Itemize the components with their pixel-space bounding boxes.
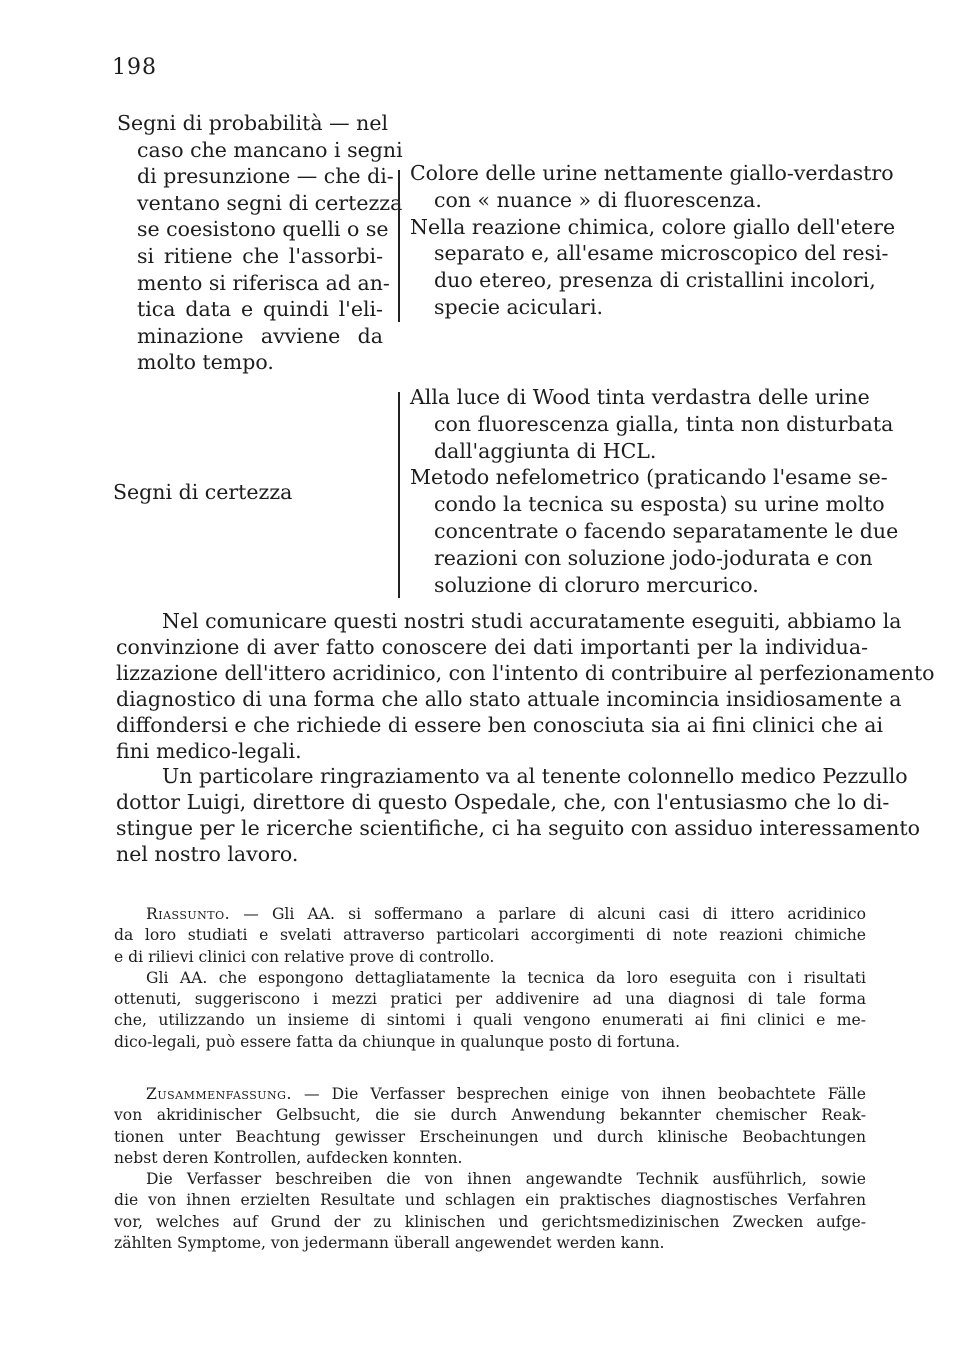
zusammenfassung-section	[114, 1084, 866, 1254]
text-line: duo etereo, presenza di cristallini incolori,	[434, 268, 876, 293]
paragraph-nephelometric-method	[410, 464, 899, 598]
text-line: stingue per le ricerche scientifiche, ci ha seguito con assiduo interessamento	[116, 816, 920, 841]
text-line: Un particolare ringraziamento va al tenente colonnello medico Pezzullo	[162, 764, 908, 789]
text-line: caso che mancano i segni	[137, 137, 403, 162]
text-line: reazioni con soluzione jodo-jodurata e con	[434, 545, 873, 570]
text-line: Die Verfasser beschreiben die von ihnen angewandte Technik ausführlich, sowie	[146, 1170, 866, 1189]
page-number: 198	[112, 55, 157, 80]
text-line: Colore delle urine nettamente giallo-verdastro	[410, 161, 894, 185]
text-line: diffondersi e che richiede di essere ben conosciuta sia ai fini clinici che ai	[116, 712, 884, 737]
text-line: nel nostro lavoro.	[116, 842, 299, 867]
zusammenfassung-label: Zusammenfassung.	[146, 1085, 292, 1103]
riassunto-label: Riassunto.	[146, 905, 231, 923]
text-line: e di rilievi clinici con relative prove di controllo.	[114, 947, 495, 966]
text-line: mento si riferisca ad an-	[137, 270, 390, 295]
text-line: fini medico-legali.	[116, 738, 302, 763]
text-line: dico-legali, può essere fatta da chiunque in qualunque posto di fortuna.	[114, 1032, 681, 1051]
text-line: con « nuance » di fluorescenza.	[434, 187, 762, 212]
text-line: dottor Luigi, direttore di questo Ospedale, che, con l'entusiasmo che lo di-	[116, 790, 890, 815]
text-line: Segni di probabilità — nel	[117, 111, 389, 135]
certainty-signs-detail	[410, 384, 899, 598]
text-line: von akridinischer Gelbsucht, die sie durch Anwendung bekannter chemischer Reak-	[114, 1106, 866, 1125]
text-line: condo la tecnica su esposta) su urine molto	[434, 492, 885, 517]
text-line: ventano segni di certezza	[137, 190, 403, 215]
text-line: Nel comunicare questi nostri studi accuratamente eseguiti, abbiamo la	[162, 609, 902, 633]
text-line: molto tempo.	[137, 350, 274, 375]
text-line: Gli AA. che espongono dettagliatamente la tecnica da loro eseguita con i risultati	[146, 968, 866, 987]
text-line	[114, 1084, 866, 1105]
probability-signs-detail	[410, 160, 896, 321]
text-line: minazione avviene da	[137, 323, 383, 348]
certainty-signs-label: Segni di certezza	[113, 480, 293, 504]
text-line: lizzazione dell'ittero acridinico, con l'intento di contribuire al perfezionamento	[116, 660, 935, 685]
text-line: nebst deren Kontrollen, aufdecken konnten.	[114, 1148, 463, 1167]
paragraph-conclusion	[116, 609, 935, 764]
text-line: di presunzione — che di-	[137, 164, 394, 189]
text-line: con fluorescenza gialla, tinta non disturbata	[434, 411, 894, 436]
text-line: separato e, all'esame microscopico del resi-	[434, 241, 889, 266]
text-line: die von ihnen erzielten Resultate und schlagen ein praktisches diagnostisches Verfahren	[114, 1191, 866, 1210]
riassunto-text: — Gli AA. si soffermano a parlare di alcuni casi di ittero acridinico	[230, 905, 866, 923]
text-line: si ritiene che l'assorbi-	[137, 243, 383, 268]
text-line: Nella reazione chimica, colore giallo dell'etere	[410, 214, 896, 239]
text-line: zählten Symptome, von jedermann überall angewendet werden kann.	[114, 1234, 665, 1253]
zusammenfassung-text: — Die Verfasser besprechen einige von ihnen beobachtete Fälle	[291, 1085, 866, 1103]
text-line: che, utilizzando un insieme di sintomi i quali vengono enumerati ai fini clinici e me-	[114, 1011, 866, 1030]
text-line	[114, 904, 866, 925]
text-line: se coesistono quelli o se	[137, 217, 389, 242]
text-line: tica data e quindi l'eli-	[137, 297, 383, 322]
text-line: diagnostico di una forma che allo stato attuale incomincia insidiosamente a	[116, 686, 902, 711]
conclusion-text	[116, 609, 935, 868]
riassunto-section	[114, 904, 866, 1053]
paragraph-urine-color	[410, 160, 894, 214]
text-line: soluzione di cloruro mercurico.	[434, 572, 759, 597]
text-line: specie aciculari.	[434, 294, 604, 319]
text-line: ottenuti, suggeriscono i mezzi pratici per addivenire ad una diagnosi di tale forma	[114, 990, 866, 1009]
text-line: da loro studiati e svelati attraverso particolari accorgimenti di note reazioni chimiche	[114, 926, 866, 945]
probability-signs-text	[117, 110, 403, 376]
paragraph-acknowledgment	[116, 764, 920, 868]
text-line: concentrate o facendo separatamente le due	[434, 518, 899, 543]
brace-probability	[398, 170, 400, 322]
text-line: tionen unter Beachtung gewisser Erscheinungen und durch klinische Beobachtungen	[114, 1127, 866, 1146]
paragraph-chemical-reaction	[410, 214, 896, 321]
text-line: Metodo nefelometrico (praticando l'esame se-	[410, 465, 888, 490]
text-line: vor, welches auf Grund der zu klinischen und gerichtsmedizinischen Zwecken aufge-	[114, 1212, 866, 1231]
text-line: dall'aggiunta di HCL.	[434, 438, 657, 463]
text-line: convinzione di aver fatto conoscere dei dati importanti per la individua-	[116, 634, 868, 659]
brace-certainty	[398, 392, 400, 598]
text-line: Alla luce di Wood tinta verdastra delle urine	[410, 385, 870, 409]
paragraph-wood-light	[410, 384, 894, 464]
